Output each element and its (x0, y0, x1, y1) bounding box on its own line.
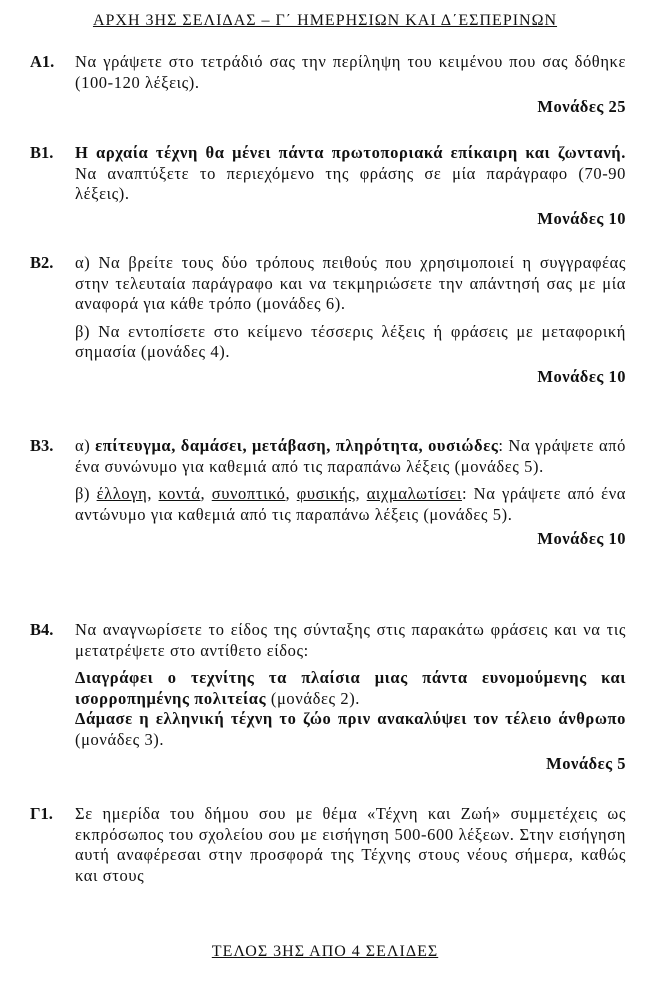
word: αιχμαλωτίσει (366, 484, 462, 503)
marks: Μονάδες 5 (546, 754, 626, 773)
question-label: Β1. (30, 143, 54, 162)
part-b: β) έλλογη, κοντά, συνοπτικό, φυσικής, αιχμαλωτίσει: Να γράψετε από ένα αντώνυμο για καθεμιά από τις παραπάνω λέξεις (μονάδες 5). (75, 484, 626, 524)
word: κοντά (158, 484, 201, 503)
sentence-1 (75, 668, 626, 709)
sentence-1-text: Διαγράφει ο τεχνίτης τα πλαίσια μιας πάντα ευνομούμενης και ισορροπημένης πολιτείας (75, 668, 626, 708)
marks: Μονάδες 10 (537, 208, 626, 228)
part-a (75, 436, 626, 477)
word: συνοπτικό (211, 484, 286, 503)
question-text: Να γράψετε στο τετράδιό σας την περίληψη του κειμένου που σας δόθηκε (100-120 λέξεις). (75, 52, 626, 92)
question-label: Γ1. (30, 804, 53, 823)
part-a-instruction: : Να γράψετε από ένα συνώνυμο για καθεμιά από τις παραπάνω λέξεις (μονάδες 5). (75, 436, 626, 476)
marks: Μονάδες 25 (537, 97, 626, 116)
part-b: β) Να εντοπίσετε στο κείμενο τέσσερις λέξεις ή φράσεις με μεταφορική σημασία (μονάδες 4). (75, 321, 626, 361)
marks: Μονάδες 10 (537, 366, 626, 386)
part-b-instruction: : Να γράψετε από ένα αντώνυμο για καθεμιά από τις παραπάνω λέξεις (μονάδες 5). (75, 484, 626, 524)
word: φυσικής (296, 484, 356, 503)
marks: Μονάδες 10 (537, 529, 626, 548)
question-text: Σε ημερίδα του δήμου σου με θέμα «Τέχνη και Ζωή» συμμετέχεις ως εκπρόσωπος του σχολείου σου με εισήγηση 500-600 λέξεων. Στην εισήγηση αυτή αναφέρεσαι στην προσφορά της Τέχνης στους νέους σήμερα, καθώς και στους (75, 804, 626, 885)
page-header: ΑΡΧΗ 3ΗΣ ΣΕΛΙΔΑΣ – Γ΄ ΗΜΕΡΗΣΙΩΝ ΚΑΙ Δ΄ΕΣΠΕΡΙΝΩΝ (92, 12, 558, 29)
question-text (75, 143, 626, 205)
instruction: Να αναπτύξετε το περιεχόμενο της φράσης σε μία παράγραφο (70-90 λέξεις). (75, 163, 626, 203)
part-a-prefix: α) (75, 436, 96, 455)
sentence-2 (75, 709, 626, 750)
part-a: α) Να βρείτε τους δύο τρόπους πειθούς που χρησιμοποιεί η συγγραφέας στην τελευταία παράγραφο και να τεκμηριώσετε την απάντησή σας με μία αναφορά για κάθε τρόπο (μονάδες 6). (75, 253, 626, 313)
question-label: Α1. (30, 52, 55, 71)
part-b-prefix: β) (75, 484, 97, 503)
word-list: επίτευγμα, δαμάσει, μετάβαση, πληρότητα, ουσιώδες (95, 436, 499, 455)
sentence-2-text: Δάμασε η ελληνική τέχνη το ζώο πριν ανακαλύψει τον τέλειο άνθρωπο (75, 709, 626, 728)
page-footer: ΤΕΛΟΣ 3ΗΣ ΑΠΟ 4 ΣΕΛΙΔΕΣ (211, 943, 439, 960)
question-label: Β4. (30, 620, 54, 639)
question-label: Β2. (30, 253, 54, 272)
word: έλλογη (96, 484, 148, 503)
question-label: Β3. (30, 436, 54, 455)
quoted-phrase: Η αρχαία τέχνη θα μένει πάντα πρωτοποριακά επίκαιρη και ζωντανή. (75, 143, 626, 162)
question-text: Να αναγνωρίσετε το είδος της σύνταξης στις παρακάτω φράσεις και να τις μετατρέψετε στο αντίθετο είδος: (75, 620, 626, 660)
sentence-2-marks: (μονάδες 3). (75, 729, 165, 749)
sentence-1-marks: (μονάδες 2). (266, 688, 361, 708)
